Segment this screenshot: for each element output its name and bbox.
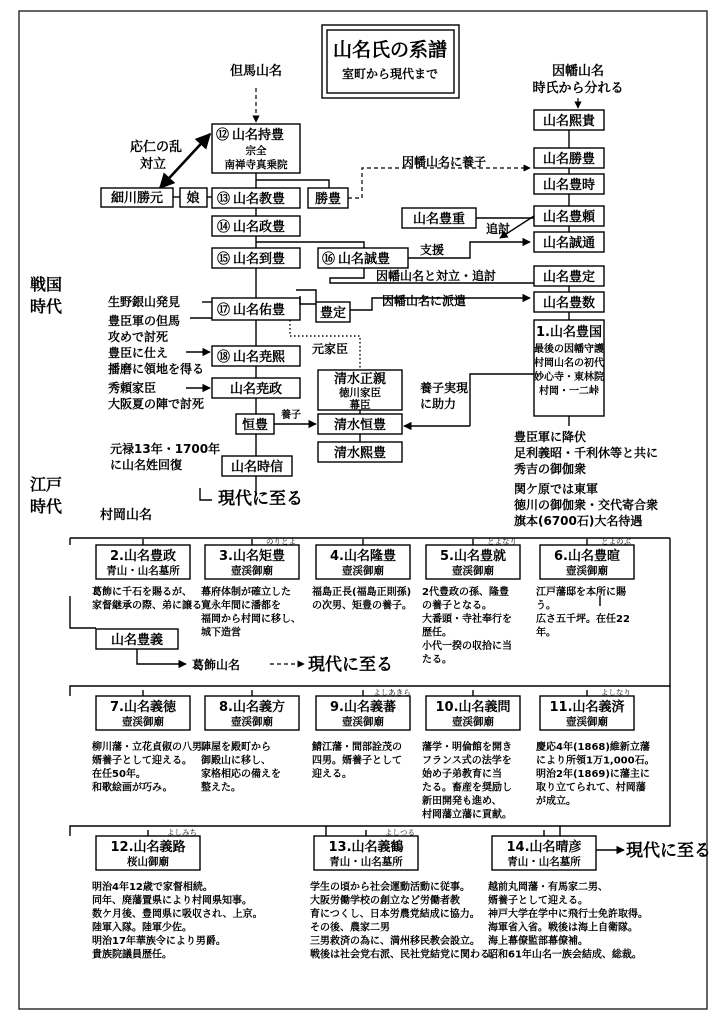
gen-note-line: 明治2年(1869)に藩主に (536, 769, 650, 780)
node-akihiro (212, 346, 300, 366)
gen-note-line: 同年、廃藩置県により村岡県知事。 (92, 895, 252, 907)
node-shimizu-hirotoyo (318, 442, 402, 462)
node-masatoyo (212, 216, 300, 236)
node-akimasa (212, 378, 300, 398)
node-nobutoyo (318, 248, 408, 268)
gen-burial: 桜山御廟 (127, 856, 169, 868)
gen-note-line: 取り立てられて、村岡藩 (536, 782, 646, 794)
gen-note-line: 小代一揆の収拾に当 (422, 641, 512, 652)
toshitoyo-name: 山名到豊 (233, 252, 286, 267)
gen-note-line: 寛永年間に潘都を (201, 600, 281, 612)
label-tsuito: 追討 (486, 222, 511, 236)
gen-note-line: フランス式の法学を (422, 755, 512, 767)
gen-ruby: よしつる (385, 828, 415, 837)
row1-gen-5 (536, 537, 634, 639)
gen-note-line: 和歌絵画が巧み。 (92, 782, 173, 794)
shimizu-masachika-3: 幕臣 (349, 399, 371, 411)
hirotaka-name: 山名熙貴 (542, 114, 596, 129)
label-hideyoshi-a-1: 豊臣軍の但馬 (108, 314, 181, 328)
node-mochitoyo (212, 124, 300, 173)
label-genroku-1: 元禄13年・1700年 (110, 442, 221, 456)
gen-note-line: 海軍省入省。戦後は海上自衛隊。 (488, 922, 638, 934)
branch-katsushika: 葛飾山名 (192, 658, 241, 672)
gen-ruby: よしあきら (373, 688, 411, 697)
gen-name: 8.山名義方 (219, 700, 285, 715)
gen-name: 3.山名矩豊 (219, 549, 285, 564)
kokuni-note-3: 秀吉の御伽衆 (514, 462, 587, 476)
katsutoyo-i-name: 山名勝豊 (542, 152, 596, 167)
label-youshi-jitsugen-2: に助力 (420, 397, 457, 411)
gen-note-line: により所領1万1,000石。 (536, 755, 655, 767)
gen-note-line: 家格相応の備えを (201, 769, 281, 780)
node-katsutoyo-i (534, 148, 604, 168)
gen-burial: 青山・山名墓所 (329, 856, 403, 868)
gen-note-line: 陣屋を殿町から (201, 742, 271, 753)
node-toshitoyo (212, 248, 300, 268)
toyokuni-3: 村岡山名の初代 (534, 358, 604, 369)
mochitoyo-name: 山名持豊 (232, 128, 285, 143)
label-hideyoshi-b-2: 播磨に領地を得る (108, 362, 205, 376)
gen-note-line: 戦後は社会党右派、民社党結党に関わる。 (310, 949, 500, 961)
node-toyoyoshi-k (96, 629, 178, 649)
kokuni-note-4: 関ケ原では東軍 (514, 482, 599, 496)
mochitoyo-line3: 南禅寺真乗院 (224, 159, 288, 171)
row1-gen-2 (200, 537, 301, 639)
toyokazu-name: 山名豊数 (542, 296, 596, 311)
gen-ruby: とよのぶ (601, 537, 631, 546)
gen-ruby: のりとよ (266, 537, 296, 546)
toyokuni-name: 1.山名豊国 (536, 325, 602, 340)
gen-note-line: 学生の頃から社会運動活動に従事。 (310, 882, 470, 893)
gen-name: 4.山名隆豊 (330, 549, 396, 564)
gen-ruby: よしみち (167, 828, 197, 837)
gen-note-line: う。 (536, 600, 556, 612)
node-katsutoyo (308, 188, 348, 208)
noritoyo-name: 山名教豊 (233, 192, 286, 207)
gen-note-line: 新田開発も進め、 (422, 796, 502, 807)
mochitoyo-line2: 宗全 (245, 145, 267, 157)
gen-note-line: 数ケ月後、豊岡県に吸収され、上京。 (92, 909, 263, 920)
gendai-tajima: 現代に至る (218, 489, 303, 509)
toyokuni-2: 最後の因幡守護 (534, 344, 604, 355)
row2-gen-5 (536, 688, 655, 807)
gen-note-line: 明治4年12歳で家督相続。 (92, 882, 213, 893)
gen-burial: 壺渓御廟 (566, 716, 608, 728)
gen-note-line: 幕府体制が確立した (201, 587, 291, 598)
gen-note-line: 陸軍入隊。陸軍少佐。 (92, 922, 192, 934)
gen-note-line: 2代豊政の孫、隆豊 (422, 587, 509, 598)
gendai-katsushika: 現代に至る (308, 655, 393, 675)
row2-gen-4 (422, 690, 520, 821)
node-nobumichi (534, 232, 604, 252)
label-inaba-haken: 因幡山名に派遣 (382, 294, 467, 308)
gen-name: 12.山名義路 (110, 840, 186, 855)
shimizu-tsunetoyo-name: 清水恒豊 (333, 418, 387, 433)
row2-gen-3 (311, 688, 411, 780)
toyokuni-5: 村岡・一二峠 (539, 386, 599, 397)
node-toyosada-b (534, 266, 604, 286)
toyotoki-name: 山名豊時 (542, 178, 596, 193)
gen-note-line: 海上幕僚監部幕僚補。 (488, 936, 588, 947)
title-box (322, 25, 459, 98)
gen-note-line: たる。畜産を奨励し (422, 782, 512, 794)
gen-burial: 壺渓御廟 (566, 565, 608, 577)
toyoyori-name: 山名豊頼 (542, 210, 596, 225)
kokuni-note-1: 豊臣軍に降伏 (514, 430, 587, 444)
gen-burial: 壺渓御廟 (342, 565, 384, 577)
gendai-muraoka: 現代に至る (626, 841, 711, 861)
musume-name: 娘 (186, 191, 200, 206)
gen-note-line: 家督継承の際、弟に譲る (92, 600, 202, 612)
gen-note-line: 村岡藩立藩に貢献。 (422, 809, 512, 821)
gen-note-line: 鯖江藩・間部詮茂の (312, 742, 402, 753)
tokinobu-name: 山名時信 (230, 460, 284, 475)
row1-gen-4 (422, 537, 520, 666)
noritoyo-num: ⑬ (217, 192, 231, 207)
node-musume (180, 188, 207, 207)
gen-note-line: 城下造営 (201, 627, 241, 639)
label-hideyori-1: 秀頼家臣 (108, 381, 157, 395)
gen-note-line: その後、農家二男 (310, 922, 390, 934)
gen-name: 13.山名義鶴 (328, 840, 404, 855)
nobumichi-name: 山名誠通 (542, 236, 596, 251)
gen-burial: 青山・山名墓所 (507, 856, 581, 868)
era-sengoku-2: 時代 (30, 297, 63, 316)
label-genroku-2: に山名姓回復 (110, 458, 183, 472)
title-sub: 室町から現代まで (341, 67, 439, 81)
gen-burial: 壺渓御廟 (122, 716, 164, 728)
node-shimizu-masachika (318, 370, 402, 411)
gen-note-line: 育につくし、日本労農党結成に協力。 (310, 909, 480, 920)
gen-note-line: 江戸藩邸を本所に賜 (536, 587, 626, 598)
row1-gen-1 (92, 539, 202, 612)
gen-note-line: 婿養子として迎える。 (488, 895, 588, 907)
gen-name: 9.山名義蕃 (330, 700, 396, 715)
gen-name: 2.山名豊政 (110, 549, 176, 564)
gen-burial: 青山・山名墓所 (106, 565, 180, 577)
gen-ruby: とよなり (487, 537, 517, 546)
edo-row-3 (92, 828, 648, 961)
node-toyokazu (534, 292, 604, 312)
masatoyo-num: ⑭ (217, 220, 231, 235)
node-toyotoki (534, 174, 604, 194)
gen-note-line: の養子となる。 (422, 600, 492, 612)
nobutoyo-num: ⑯ (322, 252, 336, 267)
node-toyosada-a (316, 302, 350, 322)
gen-note-line: 福岡から村岡に移し、 (201, 614, 301, 625)
gen-note-line: 慶応4年(1868)維新立藩 (536, 742, 650, 753)
gen-note-line: 広さ五千坪。在任22 (536, 614, 630, 625)
shimizu-masachika-2: 徳川家臣 (339, 387, 381, 399)
shimizu-masachika-1: 清水正親 (333, 372, 387, 387)
akimasa-name: 山名尭政 (229, 382, 283, 397)
gen-note-line: 整えた。 (201, 782, 241, 794)
gen-note-line: 昭和61年山名一族会結成、総裁。 (488, 949, 642, 961)
branch-inaba-1: 因幡山名 (551, 64, 605, 79)
gen-note-line: 神戸大学在学中に飛行士免許取得。 (488, 909, 648, 920)
kokuni-note-5: 徳川の御伽衆・交代寄合衆 (514, 498, 659, 512)
edo-row-2 (92, 688, 655, 821)
gen-name: 7.山名義徳 (110, 700, 176, 715)
gen-note-line: 歴任。 (422, 627, 452, 639)
gen-name: 14.山名晴彦 (506, 840, 582, 855)
gen-note-line: 藩学・明倫館を開き (422, 742, 512, 753)
gen-name: 11.山名義済 (549, 700, 625, 715)
label-youshi-jitsugen-1: 養子実現 (420, 381, 469, 395)
node-tsunetoyo (236, 414, 274, 434)
node-toyoshige (402, 208, 476, 228)
toyosada-b-name: 山名豊定 (542, 270, 596, 285)
gen-note-line: 越前丸岡藩・有馬家二男、 (488, 882, 608, 893)
label-motoieshin: 元家臣 (312, 342, 349, 356)
label-onin-2: 対立 (140, 157, 167, 172)
gen-note-line: 貴族院議員歴任。 (92, 949, 172, 961)
gen-note-line: の次男、矩豊の養子。 (312, 600, 412, 612)
label-inaba-adopt: 因幡山名に養子 (402, 155, 487, 169)
suketoyo-name: 山名佑豊 (233, 303, 286, 318)
gen-name: 6.山名豊暄 (554, 549, 620, 564)
toyoshige-name: 山名豊重 (412, 212, 466, 227)
tsunetoyo-name: 恒豊 (241, 418, 269, 433)
label-yoshi: 養子 (281, 410, 301, 421)
gen-name: 5.山名豊就 (440, 549, 506, 564)
gen-note-line: 四男。婿養子として (312, 755, 402, 767)
row1-gen-3 (311, 539, 412, 612)
era-sengoku-1: 戦国 (30, 275, 63, 294)
gen-note-line: 明治17年華族令により男爵。 (92, 936, 226, 947)
toyokuni-4: 妙心寺・東林院 (534, 372, 604, 383)
node-toyokuni (534, 320, 605, 416)
era-edo-1: 江戸 (30, 475, 63, 494)
row3-gen-2 (310, 828, 500, 961)
gen-note-line: 在任50年。 (92, 769, 146, 780)
gen-note-line: 始め子弟教育に当 (422, 769, 502, 780)
hosokawa-name: 細川勝元 (110, 191, 164, 206)
gen-note-line: たる。 (422, 654, 452, 666)
label-onin-1: 応仁の乱 (130, 140, 183, 155)
row3-gen-1 (92, 828, 263, 961)
gen-ruby: よしなり (601, 688, 631, 697)
label-shien: 支援 (420, 243, 445, 257)
row2-gen-2 (201, 690, 299, 794)
gen-note-line: 柳川藩・立花貞俶の八男、 (92, 742, 212, 753)
akihiro-num: ⑱ (217, 350, 231, 365)
gen-burial: 壺渓御廟 (342, 716, 384, 728)
toyosada-a-name: 豊定 (319, 306, 347, 321)
branch-tajima: 但馬山名 (229, 64, 283, 79)
gen-burial: 壺渓御廟 (231, 716, 273, 728)
node-hosokawa (101, 188, 173, 207)
node-shimizu-tsunetoyo (318, 414, 402, 434)
label-ikuno: 生野銀山発見 (108, 295, 181, 309)
nobutoyo-name: 山名誠豊 (338, 252, 391, 267)
kokuni-note-6: 旗本(6700石)大名待遇 (514, 514, 643, 528)
gen-note-line: 葛飾に千石を賜るが、 (92, 587, 192, 598)
node-suketoyo (212, 298, 300, 320)
mochitoyo-num: ⑫ (216, 128, 230, 143)
gen-note-line: 婿養子として迎える。 (92, 755, 192, 767)
gen-note-line: 大阪労働学校の創立など労働者教 (310, 895, 460, 907)
gen-note-line: 三男救済の為に、満州移民教会設立。 (310, 936, 480, 947)
node-tokinobu (222, 456, 292, 476)
gen-burial: 壺渓御廟 (452, 565, 494, 577)
gen-note-line: 迎える。 (312, 769, 352, 780)
gen-note-line: 年。 (536, 627, 556, 639)
node-hirotaka (534, 110, 604, 130)
katsutoyo-name: 勝豊 (314, 192, 342, 207)
toshitoyo-num: ⑮ (217, 252, 231, 267)
label-inaba-taisen: 因幡山名と対立・追討 (376, 269, 497, 283)
akihiro-name: 山名尭熙 (233, 350, 286, 365)
label-hideyori-2: 大阪夏の陣で討死 (108, 397, 205, 411)
gen-burial: 壺渓御廟 (231, 565, 273, 577)
gen-note-line: が成立。 (536, 796, 576, 807)
gen-name: 10.山名義問 (435, 700, 511, 715)
suketoyo-num: ⑰ (217, 303, 231, 318)
row2-gen-1 (92, 690, 212, 794)
node-noritoyo (212, 188, 300, 208)
shimizu-hirotoyo-name: 清水熙豊 (333, 446, 387, 461)
label-hideyoshi-b-1: 豊臣に仕え (108, 346, 169, 360)
era-edo-2: 時代 (30, 497, 63, 516)
gen-note-line: 御殿山に移し、 (201, 755, 271, 767)
gen-note-line: 大番頭・寺社奉行を (422, 614, 512, 625)
gen-note-line: 福島正長(福島正則孫) (312, 587, 412, 598)
masatoyo-name: 山名政豊 (233, 220, 286, 235)
branch-inaba-2: 時氏から分れる (532, 81, 624, 96)
kokuni-note-2: 足利義昭・千利休等と共に (514, 446, 659, 460)
toyoyoshi-k-name: 山名豊義 (110, 633, 164, 648)
gen-burial: 壺渓御廟 (452, 716, 494, 728)
label-hideyoshi-a-2: 攻めで討死 (108, 330, 169, 344)
node-toyoyori (534, 206, 604, 226)
branch-muraoka: 村岡山名 (100, 508, 153, 523)
title-main: 山名氏の系譜 (332, 39, 448, 61)
